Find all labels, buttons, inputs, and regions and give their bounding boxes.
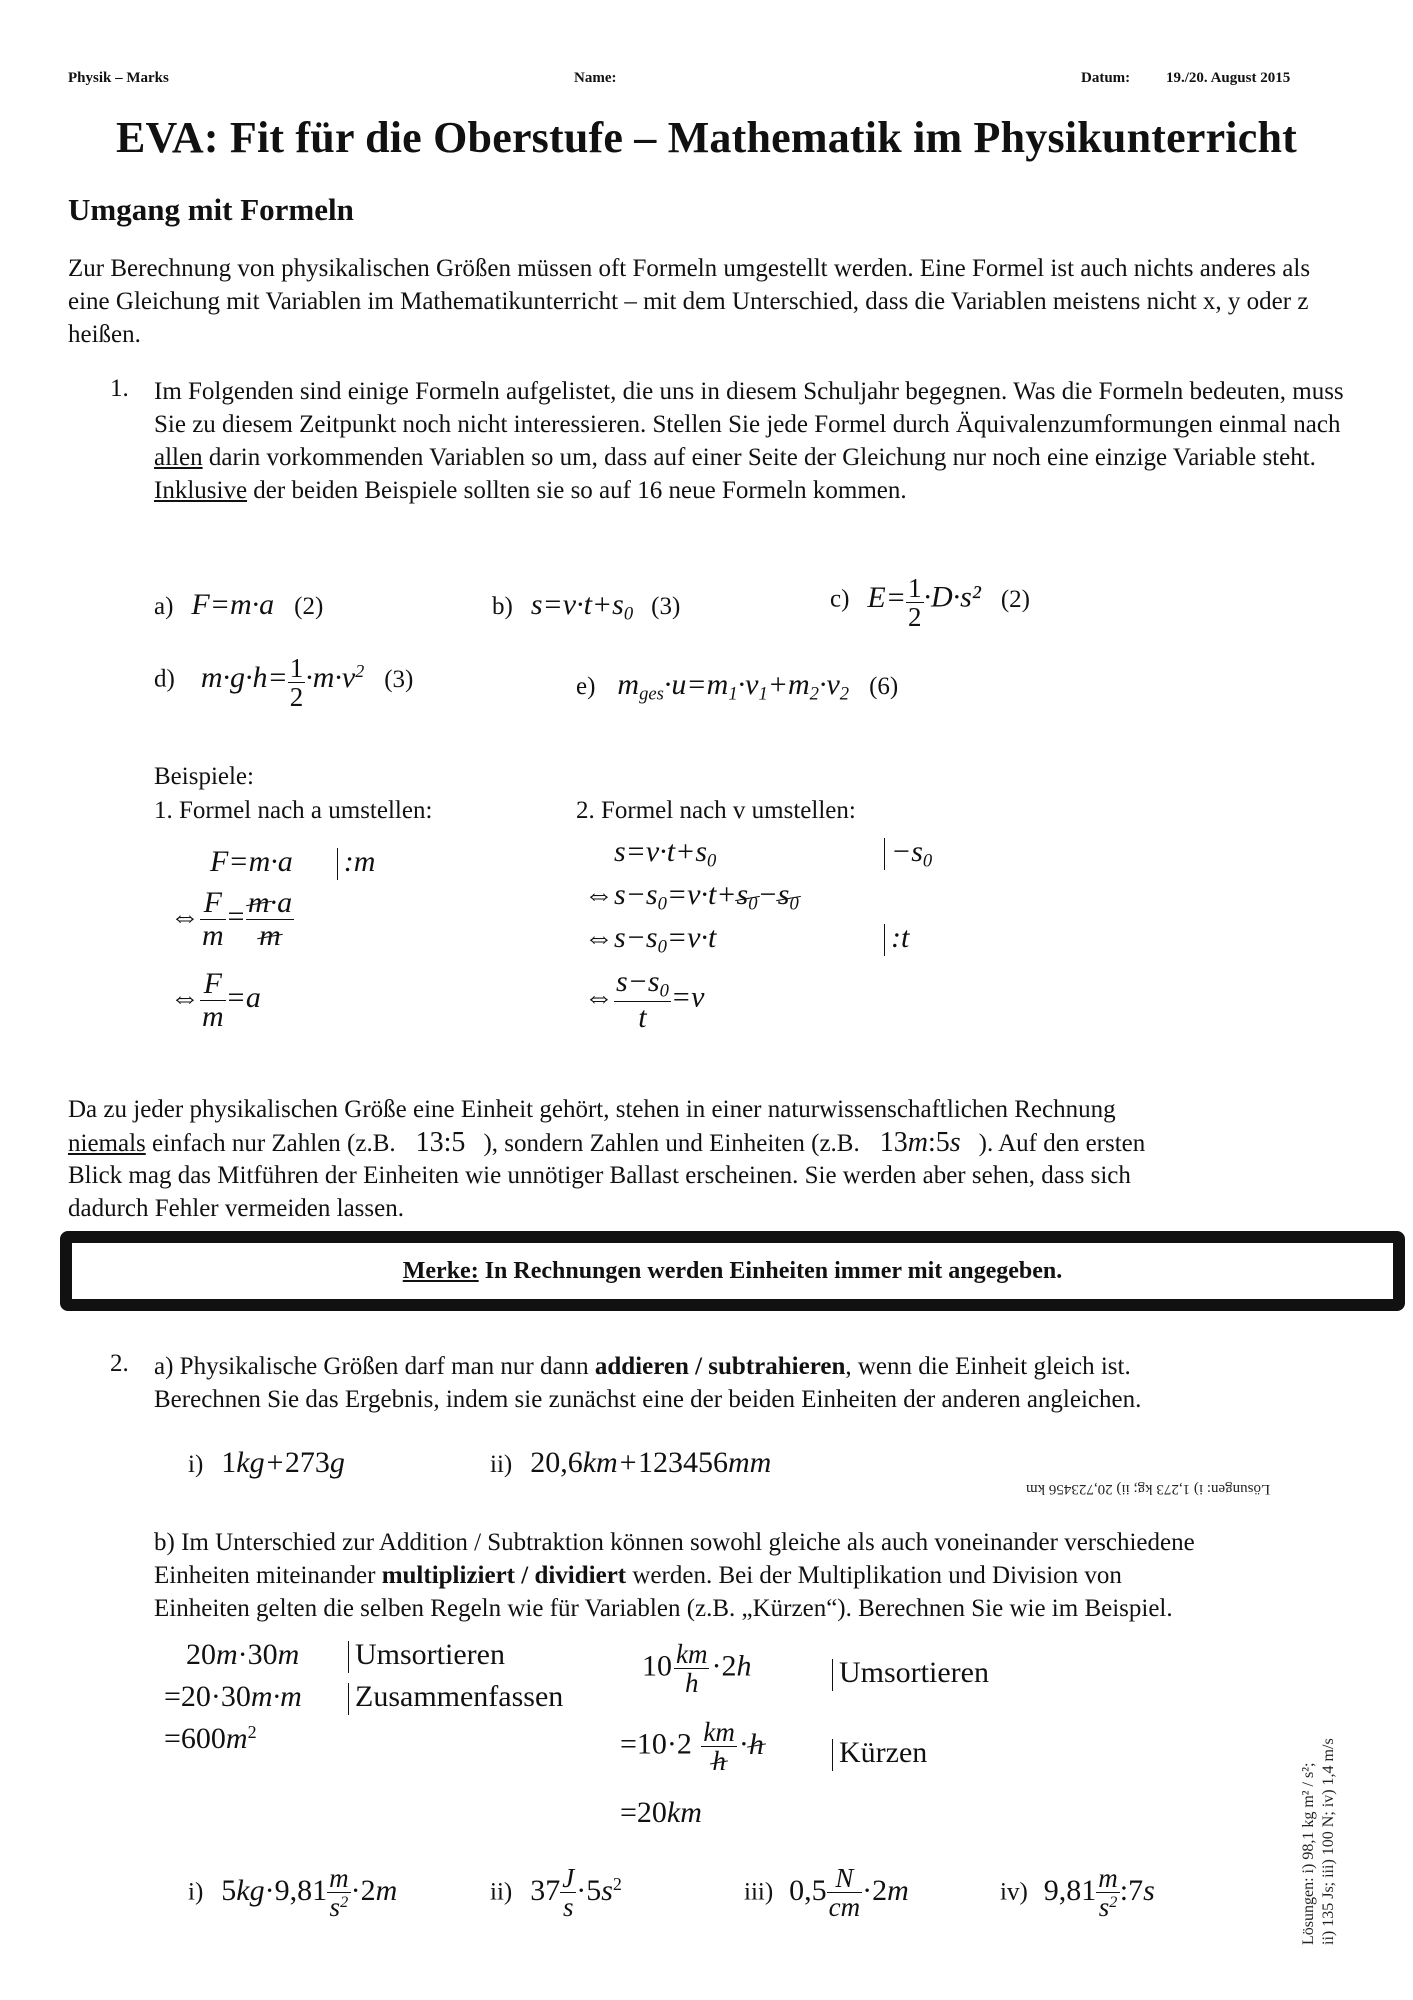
task2b-item-iii: iii) 0,5 $\frac{N}{cm}$ ·2m <box>744 1863 909 1923</box>
task1-text: Im Folgenden sind einige Formeln aufgelistet, die uns in diesem Schuljahr begegnen. Was die Formeln bedeuten, muss Sie zu diesem Zeitpunkt noch nicht interessieren. Stellen Sie jede Formel durch Äquivalenzumformungen einmal nach allen darin vorkommenden Variablen so um, dass auf einer Seite der Gleichung nur noch eine einzige Variable steht. Inklusive der beiden Beispiele sollten sie so auf 16 neue Formeln kommen. <box>154 378 1344 504</box>
page-title: EVA: Fit für die Oberstufe – Mathematik im Physikunterricht <box>116 113 1297 162</box>
date-label: Datum: <box>1081 70 1131 86</box>
example2-step1: $s=v\cdot t+s_0$ <box>614 835 717 872</box>
task2a-item-i: i) 1kg+273g <box>188 1446 345 1479</box>
units-line2: niemals einfach nur Zahlen (z.B. 13:5 ), sondern Zahlen und Einheiten (z.B. 13m:5s ). Auf den ersten <box>68 1127 1146 1158</box>
example2-label: 2. Formel nach v umstellen: <box>576 797 856 824</box>
mult-example-step2: =20·30m·m <box>164 1680 302 1713</box>
formula-d: d) m·g·h= $\frac{1}{2}$ $\cdot m\cdot v^2$ (3) <box>154 653 414 713</box>
example2-step2: $\Leftrightarrow s-s_0=v\cdot t+s_0-s_0$ <box>584 878 799 915</box>
mult-example-step3: $=600m^2$ <box>164 1722 257 1755</box>
formula-a: a) F=m·a (2) <box>154 588 324 621</box>
task2b-line3: Einheiten gelten die selben Regeln wie für Variablen (z.B. „Kürzen“). Berechnen Sie wie im Beispiel. <box>154 1595 1173 1622</box>
task2b-solutions-line2: ii) 135 Js; iii) 100 N; iv) 1,4 m/s <box>1320 1738 1337 1945</box>
mult-example-note1: Umsortieren <box>348 1638 505 1673</box>
task2b-solutions-line1: Lösungen: i) 98,1 kg m² / s²; <box>1300 1762 1317 1945</box>
merke-text: In Rechnungen werden Einheiten immer mit angegeben. <box>478 1258 1063 1284</box>
underlined-niemals: niemals <box>68 1130 146 1157</box>
task2b-item-ii: ii) 37 $\frac{J}{s}$ $\cdot 5s^2$ <box>490 1863 622 1923</box>
task2a-item-ii: ii) 20,6km+123456mm <box>490 1446 772 1479</box>
examples-label: Beispiele: <box>154 763 254 790</box>
units-line3: Blick mag das Mitführen der Einheiten wie unnötiger Ballast erscheinen. Sie werden aber sehen, dass sich <box>68 1162 1131 1189</box>
name-label: Name: <box>574 70 617 86</box>
intro-paragraph: Zur Berechnung von physikalischen Größen müssen oft Formeln umgestellt werden. Eine Formel ist auch nichts anderes als eine Gleichung mit Variablen im Mathematikunterricht – mit dem Unterschied, dass die Variablen meistens nicht x, y oder z heißen. <box>68 255 1311 348</box>
task2a-line2: Berechnen Sie das Ergebnis, indem sie zunächst eine der beiden Einheiten der anderen angleichen. <box>154 1386 1142 1413</box>
formula-c: c) E= $\frac{1}{2}$ ·D·s² (2) <box>830 573 1030 633</box>
mult-example-step1: 20m·30m <box>186 1638 300 1671</box>
kmh-example-note2: Kürzen <box>832 1736 927 1771</box>
example1-step2: ⇔ $\frac{F}{m}$ = $\frac{m\cdot a}{m}$ <box>170 886 293 952</box>
task2a-line1: a) Physikalische Größen darf man nur dann addieren / subtrahieren, wenn die Einheit gleich ist. <box>154 1353 1131 1380</box>
merke-box <box>60 1231 1405 1311</box>
example1-label: 1. Formel nach a umstellen: <box>154 797 433 824</box>
task2-number: 2. <box>110 1350 129 1377</box>
units-line4: dadurch Fehler vermeiden lassen. <box>68 1195 404 1222</box>
kmh-example-step1: 10 $\frac{km}{h}$ ·2h <box>642 1639 752 1699</box>
mult-example-note2: Zusammenfassen <box>348 1680 563 1715</box>
kmh-example-step2: =10·2 $\frac{km}{h}$ ·h <box>620 1717 764 1777</box>
underlined-inklusive: Inklusive <box>154 477 248 504</box>
units-line1: Da zu jeder physikalischen Größe eine Einheit gehört, stehen in einer naturwissenschaftlichen Rechnung <box>68 1096 1116 1123</box>
underlined-allen: allen <box>154 444 203 471</box>
example2-step4: ⇔ $\frac{s-s_0}{t}$ =v <box>584 965 705 1035</box>
formula-b: b) $s=v\cdot t+s_0$ (3) <box>492 588 681 625</box>
example2-op2: :t <box>884 921 909 956</box>
date-value: 19./20. August 2015 <box>1166 70 1291 86</box>
task2b-item-i: i) 5kg·9,81 $\frac{m}{s^2}$ ·2m <box>188 1863 398 1923</box>
example1-step1: F=m·a :m <box>210 845 375 880</box>
subject-label: Physik – Marks <box>68 70 169 86</box>
kmh-example-note1: Umsortieren <box>832 1656 989 1691</box>
task2b-line1: b) Im Unterschied zur Addition / Subtraktion können sowohl gleiche als auch voneinander verschiedene <box>154 1529 1195 1556</box>
example1-step3: ⇔ $\frac{F}{m}$ =a <box>170 967 261 1033</box>
task2b-item-iv: iv) 9,81 $\frac{m}{s^2}$ :7s <box>1000 1863 1155 1923</box>
task1-number: 1. <box>110 375 129 402</box>
merke-label: Merke: <box>402 1258 479 1284</box>
task2a-solutions: Lösungen: i) 1,273 kg; ii) 20,723456 km <box>1026 1481 1271 1497</box>
example2-step3: $\Leftrightarrow s-s_0=v\cdot t$ <box>584 921 717 958</box>
example2-op1: $-s_0$ <box>884 835 932 873</box>
task2b-line2: Einheiten miteinander multipliziert / dividiert werden. Bei der Multiplikation und Division von <box>154 1562 1122 1589</box>
kmh-example-step3: =20km <box>620 1796 702 1829</box>
section-title: Umgang mit Formeln <box>68 192 354 227</box>
formula-e: e) $m_{ges}\cdot u=m_1\cdot v_1+m_2\cdot v_2$ (6) <box>576 668 899 705</box>
